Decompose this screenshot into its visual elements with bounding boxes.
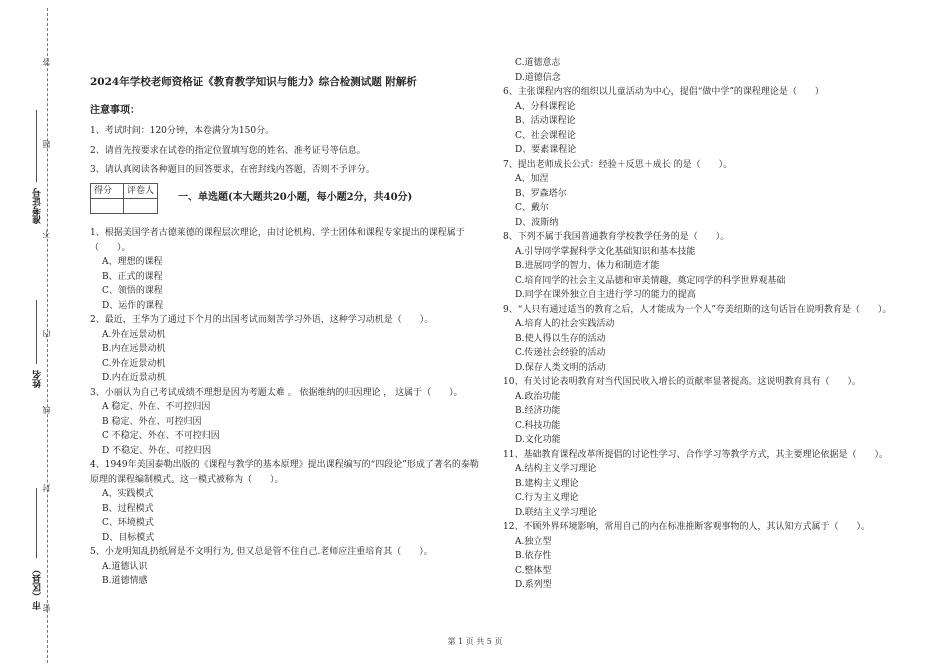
answer-option: B.经济功能 (515, 406, 561, 416)
margin-char: 答 (42, 58, 51, 66)
answer-option: D.文化功能 (515, 435, 561, 445)
answer-option: A.道德认识 (102, 561, 148, 572)
question-4 (90, 458, 485, 545)
label-exam-number: 准考证号 (33, 188, 43, 224)
question-stem: 5、小龙明知乱扔纸屑是不文明行为, 但又总是管不住自己.老师应注重培育其（ ）。 (90, 547, 433, 557)
answer-option: A、理想的课程 (102, 257, 163, 267)
question-stem: 4、1949年美国泰勒出版的《课程与教学的基本原理》提出课程编写的“四段论”形成了著名的泰勒原理的课程编制模式。这一模式被称为（ ）。 (90, 460, 479, 485)
binding-margin (0, 0, 75, 671)
answer-option: C.外在近景动机 (102, 358, 166, 369)
question-stem: 6、主张课程内容的组织以儿童活动为中心，提倡“做中学”的课程理论是（ ） (503, 87, 824, 97)
answer-option: B.使人得以生存的活动 (515, 333, 606, 344)
question-11 (503, 448, 908, 521)
margin-char: 题 (42, 140, 51, 148)
answer-option: B、正式的课程 (102, 271, 163, 282)
answer-option: A、分科课程论 (515, 101, 576, 112)
answer-option: C、戴尔 (515, 203, 549, 213)
score-header: 得分 (91, 183, 124, 199)
answer-option: D.内在近景动机 (102, 373, 166, 383)
question-stem: 11、基础教育课程改革所提倡的讨论性学习、合作学习等教学方式，其主要理论依据是（ ）。 (503, 449, 888, 460)
question-10 (503, 375, 908, 448)
score-table (90, 183, 158, 215)
question-5 (90, 545, 485, 589)
answer-option: B、过程模式 (102, 503, 154, 514)
answer-option: C.培育同学的社会主义品德和审美情趣，奠定同学的科学世界观基础 (515, 275, 786, 286)
question-8 (503, 230, 908, 303)
answer-option: B.进展同学的智力、体力和制造才能 (515, 261, 660, 271)
answer-option: B.道德情感 (102, 576, 148, 586)
question-1 (90, 226, 485, 313)
answer-option: B.依存性 (515, 551, 552, 561)
answer-option: A.引导同学掌握科学文化基础知识和基本技能 (515, 246, 696, 257)
question-stem: 2、最近，王华为了通过下个月的出国考试而刻苦学习外语，这种学习动机是（ ）。 (90, 315, 434, 325)
answer-option: A 稳定、外在、不可控归因 (102, 402, 211, 412)
question-12 (503, 520, 908, 593)
question-stem: 1、根据美国学者古德莱德的课程层次理论，由讨论机构、学士团体和课程专家提出的课程属于（ ）。 (90, 228, 465, 253)
answer-option: B、活动课程论 (515, 116, 576, 126)
grader-cell[interactable] (124, 199, 158, 214)
answer-option: B.建构主义理论 (515, 478, 579, 489)
answer-option: A.培育人的社会实践活动 (515, 319, 615, 329)
answer-option: C.传递社会经验的活动 (515, 348, 606, 358)
answer-option: C.科技功能 (515, 420, 561, 431)
answer-option: D.系列型 (515, 580, 552, 590)
answer-option: A.外在远景动机 (102, 329, 166, 340)
answer-option: B.内在远景动机 (102, 344, 166, 354)
answer-option: C.道德意志 (515, 58, 561, 68)
question-3 (90, 386, 485, 459)
question-stem: 8、下列不属于我国普通教育学校教学任务的是（ ）。 (503, 232, 730, 242)
question-stem: 12、不顾外界环境影响，常用自己的内在标准推断客观事物的人，其认知方式属于（ ）。 (503, 522, 870, 532)
notice-item: 1、考试时间：120分钟，本卷满分为150分。 (90, 126, 275, 136)
answer-option: D、要素课程论 (515, 145, 577, 155)
question-9 (503, 303, 908, 376)
question-stem: 9、“人只有通过适当的教育之后，人才能成为一个人”夸美纽斯的这句话旨在说明教育是（ ）。 (503, 304, 892, 315)
question-stem: 3、小丽认为自己考试成绩不理想是因为考题太难 。 依据维纳的归因理论 ， 这属于（ ）。 (90, 387, 463, 398)
answer-option: C.行为主义理论 (515, 493, 579, 503)
answer-option: B 稳定、外在、可控归因 (102, 416, 202, 427)
answer-option: A.独立型 (515, 536, 552, 547)
label-name: 姓名 (33, 370, 43, 388)
exam-number-field[interactable] (36, 110, 37, 182)
answer-option: C、社会课程论 (515, 130, 576, 141)
answer-option: C 不稳定、外在、不可控归因 (102, 431, 220, 441)
notice-item: 2、请首先按要求在试卷的指定位置填写您的姓名、准考证号等信息。 (90, 145, 366, 156)
answer-option: D 不稳定、外在、可控归因 (102, 445, 212, 456)
name-field[interactable] (36, 300, 37, 364)
answer-option: D.保存人类文明的活动 (515, 362, 606, 373)
answer-option: D、波斯纳 (515, 217, 559, 228)
answer-option: D.道德信念 (515, 72, 561, 83)
district-field[interactable] (36, 488, 37, 558)
answer-option: A、实践模式 (102, 489, 154, 499)
margin-char: 密 (42, 604, 51, 612)
answer-option: B、罗森塔尔 (515, 188, 567, 199)
question-7 (503, 158, 908, 231)
question-stem: 10、有关讨论表明教育对当代国民收入增长的贡献率显著提高。这说明教育具有（ ）。 (503, 377, 861, 387)
answer-option: D.联结主义学习理论 (515, 507, 597, 518)
question-5-continued (503, 56, 908, 85)
right-column (503, 56, 908, 593)
question-6 (503, 85, 908, 158)
question-2 (90, 313, 485, 386)
margin-char: 线 (42, 406, 51, 414)
answer-option: A.政治功能 (515, 391, 561, 402)
answer-option: D、目标模式 (102, 532, 155, 543)
page-title: 2024年学校老师资格证《教育教学知识与能力》综合检测试题 附解析 (90, 76, 417, 88)
answer-option: C、领悟的课程 (102, 286, 163, 296)
margin-char: 内 (42, 330, 51, 338)
grader-header: 评卷人 (124, 183, 158, 199)
page-footer: 第 1 页 共 5 页 (447, 637, 503, 646)
left-column (90, 75, 485, 589)
answer-option: A.结构主义学习理论 (515, 464, 597, 474)
score-cell[interactable] (91, 199, 124, 214)
label-district: 市（区县） (33, 565, 43, 610)
score-row (90, 183, 485, 215)
notice-heading: 注意事项： (90, 104, 140, 116)
answer-option: D.同学在课外独立自主进行学习的能力的提高 (515, 290, 696, 300)
question-stem: 7、提出老师成长公式：经验＋反思＋成长 的是（ ）。 (503, 159, 733, 170)
notice-item: 3、请认真阅读各种题目的回答要求，在密封线内答题，否则不予评分。 (90, 165, 375, 175)
answer-option: A、加涅 (515, 174, 549, 184)
margin-char: 不 (42, 230, 51, 238)
answer-option: D、运作的课程 (102, 300, 164, 311)
section-title: 一、单选题(本大题共20小题，每小题2分，共40分) (178, 192, 413, 203)
answer-option: C、环境模式 (102, 518, 154, 528)
answer-option: C.整体型 (515, 565, 552, 576)
margin-char: 封 (42, 484, 51, 492)
